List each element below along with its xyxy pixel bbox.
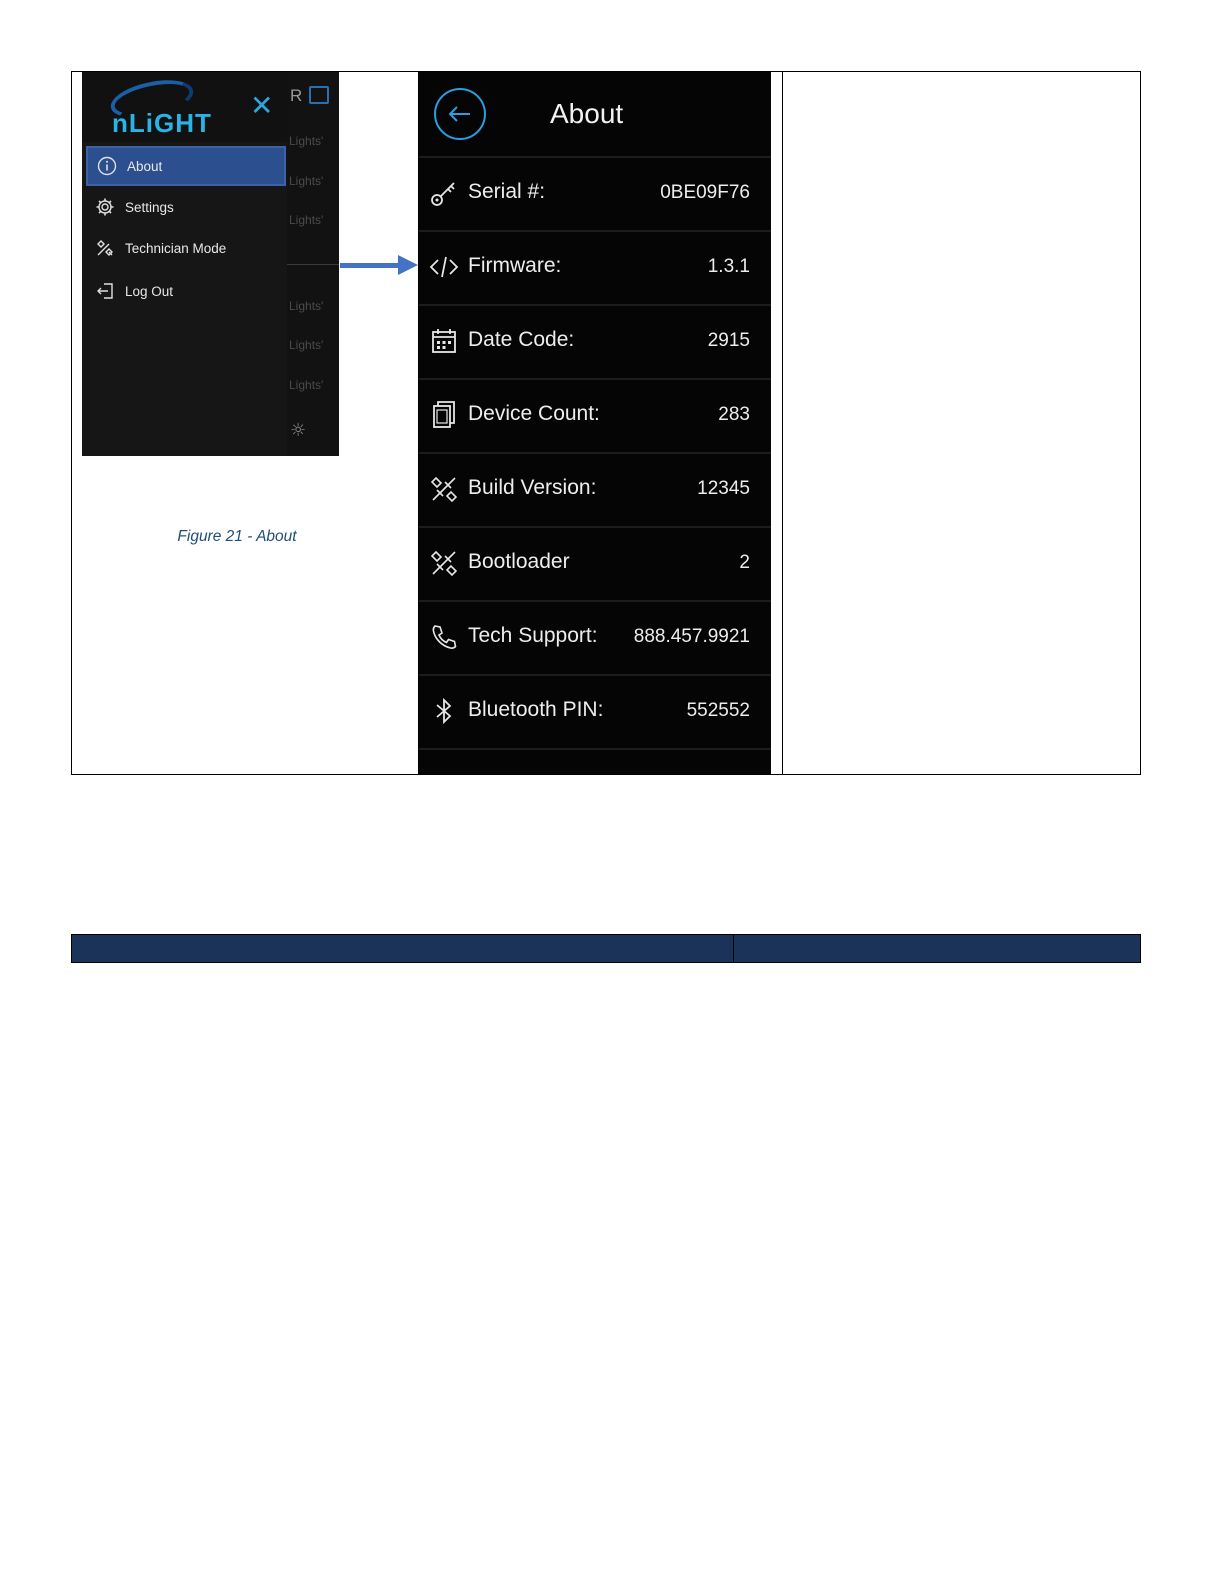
row-value: 552552 — [686, 700, 750, 721]
background-row-label: Lights' — [289, 338, 324, 352]
row-value: 283 — [718, 404, 750, 425]
row-label: Device Count: — [468, 402, 600, 425]
menu-item-technician-mode[interactable] — [86, 228, 286, 268]
info-row-device-count — [419, 378, 771, 452]
back-arrow-icon — [446, 104, 474, 124]
phone-icon — [429, 620, 459, 654]
info-row-build-version — [419, 452, 771, 526]
row-label: Build Version: — [468, 476, 597, 499]
close-icon[interactable]: ✕ — [250, 89, 274, 122]
info-row-serial — [419, 156, 771, 230]
row-value: 888.457.9921 — [633, 626, 750, 647]
menu-item-about[interactable] — [86, 146, 286, 186]
bluetooth-icon — [429, 694, 459, 728]
build-icon — [429, 472, 459, 506]
logout-icon — [94, 280, 116, 302]
row-label: Serial #: — [468, 180, 546, 203]
calendar-icon — [429, 324, 459, 358]
menu-item-settings[interactable] — [86, 187, 286, 227]
tools-icon — [94, 237, 116, 259]
background-row-label: Lights' — [289, 174, 324, 188]
logo-text: nLiGHT — [112, 108, 212, 138]
menu-item-label: About — [127, 158, 163, 174]
menu-item-label: Technician Mode — [125, 240, 227, 256]
row-label: Bootloader — [468, 550, 570, 573]
row-label: Firmware: — [468, 254, 562, 277]
info-row-bootloader — [419, 526, 771, 600]
info-row-tech-support — [419, 600, 771, 674]
page-title: About — [550, 98, 624, 129]
menu-item-label: Log Out — [125, 283, 174, 299]
about-header — [419, 72, 771, 158]
divider — [287, 264, 339, 265]
code-icon — [429, 250, 459, 284]
table-column-divider — [782, 71, 783, 775]
table-header-divider — [733, 935, 734, 962]
back-button[interactable] — [434, 88, 486, 140]
row-value: 12345 — [697, 478, 750, 499]
background-header-letter: R — [290, 86, 303, 105]
info-icon — [96, 155, 118, 177]
build-icon — [429, 546, 459, 580]
background-row-label: Lights' — [289, 299, 324, 313]
background-row-label: Lights' — [289, 134, 324, 148]
pointer-arrow — [340, 263, 400, 268]
row-value: 0BE09F76 — [660, 182, 750, 203]
menu-screenshot — [82, 72, 339, 456]
info-row-firmware — [419, 230, 771, 304]
row-label: Bluetooth PIN: — [468, 698, 604, 721]
info-row-date-code — [419, 304, 771, 378]
gear-icon — [94, 196, 116, 218]
row-value: 2 — [739, 552, 750, 573]
info-row-bluetooth-pin — [419, 674, 771, 748]
row-label: Date Code: — [468, 328, 575, 351]
bulb-icon: ☼ — [290, 420, 307, 441]
side-menu — [82, 72, 287, 456]
devices-icon — [429, 398, 459, 432]
info-row-partial — [419, 748, 771, 774]
row-value: 2915 — [707, 330, 750, 351]
nlight-logo — [104, 80, 214, 138]
row-label: Tech Support: — [468, 624, 598, 647]
about-screenshot — [419, 72, 771, 774]
background-row-label: Lights' — [289, 213, 324, 227]
calendar-icon — [309, 86, 329, 104]
table-header-bar — [71, 934, 1141, 963]
pointer-arrow-head — [398, 255, 418, 275]
background-app-strip — [287, 72, 339, 456]
menu-item-log-out[interactable] — [86, 271, 286, 311]
background-row-label: Lights' — [289, 378, 324, 392]
key-icon — [429, 176, 459, 210]
menu-header — [82, 72, 287, 142]
row-value: 1.3.1 — [707, 256, 750, 277]
figure-caption: Figure 21 - About — [177, 528, 297, 545]
menu-item-label: Settings — [125, 199, 174, 215]
